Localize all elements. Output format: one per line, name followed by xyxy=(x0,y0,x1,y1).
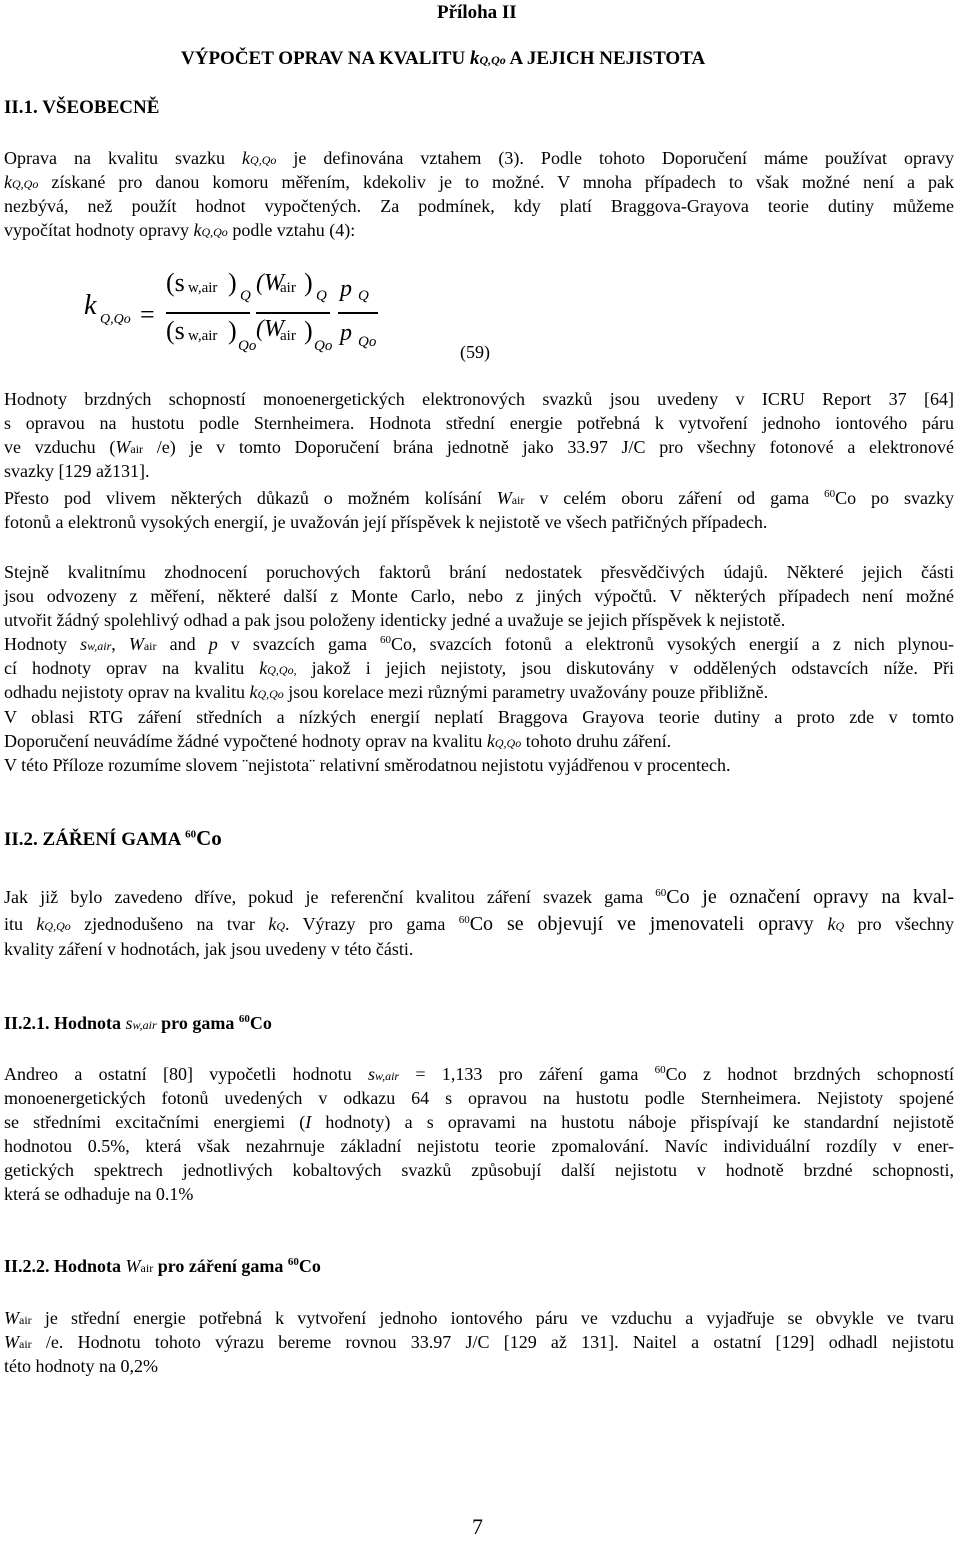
equation-number: (59) xyxy=(460,342,490,362)
equation-59: k Q,Qo = (s w,air ) Q (W air ) Q p Q (s w,air ) Qo (W air ) Qo p Qo xyxy=(84,268,377,354)
fraction-bar xyxy=(256,312,330,314)
section-heading-2-1: II.2.1. Hodnota sw,air pro gama $^{60}$Co xyxy=(4,1013,272,1033)
section-heading-2: II.2. ZÁŘENÍ GAMA $^{60}$Co xyxy=(4,826,222,850)
main-title: VÝPOČET OPRAV NA KVALITU kQ,Qo A JEJICH NEJISTOTA xyxy=(181,48,706,69)
fraction-bar xyxy=(338,312,378,314)
section-heading-1: II.1. VŠEOBECNĚ xyxy=(4,97,160,118)
fraction-bar xyxy=(166,312,250,314)
page-number: 7 xyxy=(472,1514,483,1539)
appendix-label: Příloha II xyxy=(437,2,517,23)
section-heading-2-2: II.2.2. Hodnota Wair pro záření gama $^{60}$Co xyxy=(4,1256,321,1276)
